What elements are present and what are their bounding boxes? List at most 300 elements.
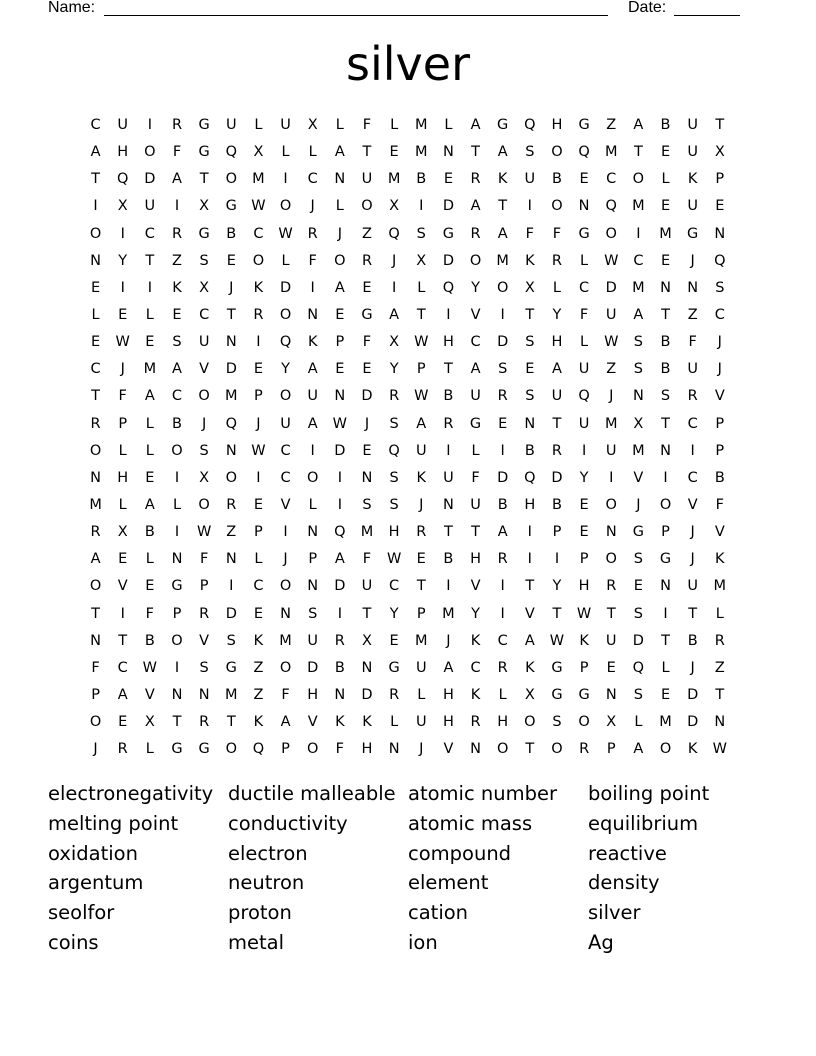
grid-letter[interactable]: P xyxy=(172,605,182,622)
grid-letter[interactable]: H xyxy=(442,686,454,703)
grid-letter[interactable]: K xyxy=(470,632,481,649)
grid-letter[interactable]: F xyxy=(552,225,562,242)
grid-letter[interactable]: L xyxy=(145,415,154,432)
grid-letter[interactable]: B xyxy=(144,632,155,649)
grid-letter[interactable]: L xyxy=(661,659,670,676)
grid-letter[interactable]: K xyxy=(307,334,318,351)
grid-letter[interactable]: U xyxy=(443,469,454,486)
grid-letter[interactable]: K xyxy=(687,171,698,188)
grid-letter[interactable]: C xyxy=(687,469,698,486)
grid-letter[interactable]: J xyxy=(364,415,370,432)
grid-letter[interactable]: D xyxy=(361,686,373,703)
grid-letter[interactable]: I xyxy=(663,605,668,622)
grid-letter[interactable]: I xyxy=(500,605,505,622)
grid-letter[interactable]: F xyxy=(362,551,372,568)
grid-letter[interactable]: K xyxy=(253,714,264,731)
grid-letter[interactable]: N xyxy=(388,741,400,758)
grid-letter[interactable]: D xyxy=(279,279,292,296)
grid-letter[interactable]: S xyxy=(172,334,182,351)
grid-letter[interactable]: G xyxy=(361,306,373,323)
grid-letter[interactable]: I xyxy=(337,605,342,622)
grid-letter[interactable]: X xyxy=(144,714,155,731)
grid-letter[interactable]: U xyxy=(415,442,427,459)
grid-letter[interactable]: R xyxy=(171,117,183,133)
grid-letter[interactable]: Z xyxy=(606,117,617,133)
grid-letter[interactable]: L xyxy=(145,741,154,758)
grid-letter[interactable]: R xyxy=(497,551,508,568)
grid-letter[interactable]: L xyxy=(281,252,290,269)
grid-letter[interactable]: T xyxy=(118,632,128,649)
grid-letter[interactable]: L xyxy=(634,714,643,731)
grid-letter[interactable]: R xyxy=(579,741,590,758)
grid-letter[interactable]: U xyxy=(687,117,698,133)
grid-letter[interactable]: H xyxy=(117,144,129,161)
grid-letter[interactable]: A xyxy=(334,279,345,296)
grid-letter[interactable]: S xyxy=(389,469,399,486)
grid-letter[interactable]: W xyxy=(332,415,347,432)
grid-letter[interactable]: M xyxy=(279,632,292,649)
grid-letter[interactable]: K xyxy=(416,469,427,486)
grid-letter[interactable]: I xyxy=(636,225,641,242)
grid-letter[interactable]: K xyxy=(525,659,535,676)
grid-letter[interactable]: T xyxy=(362,605,372,622)
grid-letter[interactable]: N xyxy=(334,171,346,188)
grid-letter[interactable]: X xyxy=(714,144,725,161)
grid-letter[interactable]: F xyxy=(308,252,317,269)
grid-letter[interactable]: T xyxy=(145,252,155,269)
grid-letter[interactable]: S xyxy=(715,279,725,296)
grid-letter[interactable]: J xyxy=(391,252,397,269)
grid-letter[interactable]: A xyxy=(90,551,101,568)
grid-letter[interactable]: A xyxy=(524,632,535,649)
grid-letter[interactable]: O xyxy=(279,659,292,676)
grid-letter[interactable]: H xyxy=(470,551,481,568)
grid-letter[interactable]: O xyxy=(551,198,563,215)
grid-letter[interactable]: I xyxy=(446,306,451,323)
grid-letter[interactable]: T xyxy=(362,144,372,161)
grid-letter[interactable]: L xyxy=(417,279,426,296)
grid-letter[interactable]: M xyxy=(604,415,618,432)
grid-letter[interactable]: T xyxy=(661,632,670,649)
grid-letter[interactable]: Q xyxy=(605,198,617,215)
grid-letter[interactable]: U xyxy=(687,198,698,215)
grid-letter[interactable]: R xyxy=(226,496,237,513)
grid-letter[interactable]: K xyxy=(335,714,345,731)
grid-letter[interactable]: R xyxy=(171,225,183,242)
grid-letter[interactable]: Z xyxy=(172,252,182,269)
grid-letter[interactable]: S xyxy=(633,605,643,622)
grid-letter[interactable]: F xyxy=(281,686,290,703)
grid-letter[interactable]: M xyxy=(252,171,265,188)
grid-letter[interactable]: H xyxy=(361,741,373,758)
grid-letter[interactable]: I xyxy=(120,279,125,296)
grid-letter[interactable]: A xyxy=(117,686,128,703)
grid-letter[interactable]: R xyxy=(199,714,210,731)
grid-letter[interactable]: I xyxy=(391,279,397,296)
grid-letter[interactable]: U xyxy=(198,334,210,351)
grid-letter[interactable]: G xyxy=(225,659,237,676)
grid-letter[interactable]: J xyxy=(717,334,722,351)
grid-letter[interactable]: S xyxy=(525,334,535,351)
grid-letter[interactable]: D xyxy=(687,714,699,731)
grid-letter[interactable]: O xyxy=(252,252,265,269)
grid-letter[interactable]: U xyxy=(361,578,373,595)
grid-letter[interactable]: E xyxy=(145,334,155,351)
grid-letter[interactable]: U xyxy=(225,117,237,133)
grid-letter[interactable]: X xyxy=(389,198,400,215)
grid-letter[interactable]: E xyxy=(389,632,399,649)
grid-letter[interactable]: E xyxy=(118,551,128,568)
grid-letter[interactable]: S xyxy=(660,388,671,405)
grid-letter[interactable]: Z xyxy=(714,659,725,676)
grid-letter[interactable]: R xyxy=(90,415,101,432)
grid-letter[interactable]: R xyxy=(416,524,427,541)
grid-letter[interactable]: U xyxy=(117,117,129,133)
grid-letter[interactable]: L xyxy=(580,252,589,269)
grid-letter[interactable]: P xyxy=(281,741,290,758)
grid-letter[interactable]: W xyxy=(115,334,130,351)
grid-letter[interactable]: M xyxy=(496,252,509,269)
grid-letter[interactable]: I xyxy=(310,442,315,459)
grid-letter[interactable]: L xyxy=(145,306,154,323)
grid-letter[interactable]: T xyxy=(715,117,725,133)
grid-letter[interactable]: I xyxy=(93,198,98,215)
grid-letter[interactable]: T xyxy=(471,524,480,541)
grid-letter[interactable]: S xyxy=(633,334,643,351)
grid-letter[interactable]: U xyxy=(280,117,291,133)
grid-letter[interactable]: O xyxy=(198,388,210,405)
grid-letter[interactable]: D xyxy=(442,198,454,215)
grid-letter[interactable]: C xyxy=(606,171,617,188)
grid-letter[interactable]: V xyxy=(714,388,725,405)
grid-letter[interactable]: R xyxy=(117,741,128,758)
grid-letter[interactable]: Z xyxy=(226,524,237,541)
grid-letter[interactable]: I xyxy=(527,198,532,215)
grid-letter[interactable]: C xyxy=(90,361,101,378)
grid-letter[interactable]: H xyxy=(551,334,563,351)
grid-letter[interactable]: Y xyxy=(552,306,562,323)
grid-letter[interactable]: X xyxy=(633,415,644,432)
grid-letter[interactable]: B xyxy=(416,171,427,188)
grid-letter[interactable]: Q xyxy=(252,741,265,758)
grid-letter[interactable]: N xyxy=(442,144,454,161)
grid-letter[interactable]: V xyxy=(117,578,128,595)
grid-letter[interactable]: C xyxy=(470,659,481,676)
grid-letter[interactable]: S xyxy=(199,252,209,269)
grid-letter[interactable]: G xyxy=(198,741,210,758)
grid-letter[interactable]: R xyxy=(361,252,373,269)
grid-letter[interactable]: R xyxy=(470,714,481,731)
grid-letter[interactable]: Y xyxy=(579,469,589,486)
grid-letter[interactable]: H xyxy=(497,714,509,731)
grid-letter[interactable]: G xyxy=(171,741,183,758)
grid-letter[interactable]: L xyxy=(580,334,589,351)
grid-letter[interactable]: O xyxy=(171,442,183,459)
grid-letter[interactable]: Q xyxy=(524,117,536,133)
grid-letter[interactable]: O xyxy=(89,714,102,731)
grid-letter[interactable]: D xyxy=(225,605,237,622)
grid-letter[interactable]: P xyxy=(335,334,345,351)
grid-letter[interactable]: C xyxy=(579,279,590,296)
grid-letter[interactable]: Q xyxy=(442,279,455,296)
grid-letter[interactable]: N xyxy=(605,686,617,703)
grid-letter[interactable]: J xyxy=(310,198,315,215)
grid-letter[interactable]: D xyxy=(497,334,509,351)
grid-letter[interactable]: J xyxy=(419,496,424,513)
grid-letter[interactable]: G xyxy=(578,686,590,703)
grid-letter[interactable]: L xyxy=(498,686,507,703)
grid-letter[interactable]: S xyxy=(633,551,643,568)
grid-letter[interactable]: O xyxy=(551,144,563,161)
grid-letter[interactable]: K xyxy=(253,279,264,296)
grid-letter[interactable]: B xyxy=(144,524,155,541)
grid-letter[interactable]: C xyxy=(171,388,183,405)
grid-letter[interactable]: B xyxy=(443,551,454,568)
grid-letter[interactable]: N xyxy=(524,415,536,432)
grid-letter[interactable]: G xyxy=(632,524,644,541)
grid-letter[interactable]: U xyxy=(578,361,590,378)
grid-letter[interactable]: L xyxy=(172,496,182,513)
grid-letter[interactable]: G xyxy=(659,551,672,568)
grid-letter[interactable]: C xyxy=(144,225,155,242)
grid-letter[interactable]: P xyxy=(661,524,670,541)
grid-letter[interactable]: X xyxy=(199,469,210,486)
grid-letter[interactable]: I xyxy=(256,334,261,351)
grid-letter[interactable]: O xyxy=(659,741,672,758)
grid-letter[interactable]: O xyxy=(605,496,617,513)
grid-letter[interactable]: D xyxy=(144,171,156,188)
grid-letter[interactable]: L xyxy=(308,496,317,513)
grid-letter[interactable]: N xyxy=(470,741,481,758)
grid-letter[interactable]: I xyxy=(554,551,560,568)
grid-letter[interactable]: T xyxy=(172,714,182,731)
grid-letter[interactable]: D xyxy=(632,632,644,649)
grid-letter[interactable]: R xyxy=(497,388,508,405)
grid-letter[interactable]: A xyxy=(552,361,562,378)
grid-letter[interactable]: U xyxy=(605,632,617,649)
grid-letter[interactable]: E xyxy=(660,252,671,269)
grid-letter[interactable]: P xyxy=(606,741,616,758)
grid-letter[interactable]: T xyxy=(498,198,508,215)
grid-letter[interactable]: L xyxy=(254,551,263,568)
grid-letter[interactable]: K xyxy=(579,632,589,649)
grid-letter[interactable]: R xyxy=(334,632,345,649)
grid-letter[interactable]: A xyxy=(470,117,481,133)
grid-letter[interactable]: E xyxy=(416,551,426,568)
grid-letter[interactable]: M xyxy=(632,279,645,296)
grid-letter[interactable]: I xyxy=(527,551,532,568)
grid-letter[interactable]: I xyxy=(120,225,125,242)
grid-letter[interactable]: O xyxy=(605,551,617,568)
grid-letter[interactable]: A xyxy=(497,225,508,242)
grid-letter[interactable]: O xyxy=(469,252,482,269)
grid-letter[interactable]: E xyxy=(335,361,345,378)
grid-letter[interactable]: Q xyxy=(225,415,237,432)
grid-letter[interactable]: E xyxy=(253,361,263,378)
grid-letter[interactable]: Y xyxy=(552,578,562,595)
grid-letter[interactable]: J xyxy=(256,415,261,432)
grid-letter[interactable]: E xyxy=(579,496,589,513)
grid-letter[interactable]: X xyxy=(117,524,128,541)
grid-letter[interactable]: B xyxy=(226,225,237,242)
grid-letter[interactable]: Z xyxy=(362,225,372,242)
grid-letter[interactable]: Y xyxy=(471,279,480,296)
grid-letter[interactable]: N xyxy=(307,306,319,323)
grid-letter[interactable]: X xyxy=(253,144,264,161)
grid-letter[interactable]: L xyxy=(118,496,127,513)
grid-letter[interactable]: T xyxy=(661,415,670,432)
grid-letter[interactable]: N xyxy=(660,442,671,459)
grid-letter[interactable]: O xyxy=(551,741,563,758)
grid-letter[interactable]: L xyxy=(417,686,426,703)
grid-letter[interactable]: D xyxy=(551,469,563,486)
grid-letter[interactable]: W xyxy=(142,659,158,676)
grid-letter[interactable]: C xyxy=(253,578,264,595)
grid-letter[interactable]: U xyxy=(687,361,698,378)
grid-letter[interactable]: B xyxy=(172,415,182,432)
grid-letter[interactable]: E xyxy=(145,578,155,595)
grid-letter[interactable]: D xyxy=(687,686,699,703)
grid-letter[interactable]: R xyxy=(687,388,698,405)
grid-letter[interactable]: T xyxy=(199,171,209,188)
grid-letter[interactable]: C xyxy=(307,171,318,188)
grid-letter[interactable]: B xyxy=(497,496,508,513)
grid-letter[interactable]: S xyxy=(199,442,209,459)
grid-letter[interactable]: C xyxy=(253,225,264,242)
grid-letter[interactable]: O xyxy=(659,496,672,513)
grid-letter[interactable]: A xyxy=(633,741,644,758)
grid-letter[interactable]: N xyxy=(225,551,237,568)
grid-letter[interactable]: T xyxy=(633,144,643,161)
grid-letter[interactable]: I xyxy=(174,198,180,215)
grid-letter[interactable]: W xyxy=(576,605,592,622)
grid-letter[interactable]: N xyxy=(90,469,101,486)
grid-letter[interactable]: S xyxy=(199,659,209,676)
grid-letter[interactable]: O xyxy=(334,252,346,269)
grid-letter[interactable]: B xyxy=(687,632,698,649)
grid-letter[interactable]: R xyxy=(443,415,454,432)
grid-letter[interactable]: C xyxy=(497,632,508,649)
grid-letter[interactable]: N xyxy=(225,334,237,351)
grid-letter[interactable]: P xyxy=(308,551,318,568)
grid-letter[interactable]: E xyxy=(715,198,725,215)
grid-letter[interactable]: N xyxy=(90,252,101,269)
grid-letter[interactable]: K xyxy=(687,741,698,758)
grid-letter[interactable]: M xyxy=(143,361,157,378)
grid-letter[interactable]: Y xyxy=(389,605,399,622)
grid-letter[interactable]: A xyxy=(443,659,454,676)
grid-letter[interactable]: O xyxy=(198,496,210,513)
grid-letter[interactable]: Q xyxy=(578,388,590,405)
grid-letter[interactable]: U xyxy=(361,171,373,188)
grid-letter[interactable]: I xyxy=(310,279,315,296)
grid-letter[interactable]: P xyxy=(579,551,589,568)
grid-letter[interactable]: F xyxy=(91,659,100,676)
grid-letter[interactable]: Q xyxy=(279,334,292,351)
grid-letter[interactable]: F xyxy=(172,144,182,161)
grid-letter[interactable]: M xyxy=(659,714,672,731)
grid-letter[interactable]: X xyxy=(416,252,427,269)
grid-letter[interactable]: B xyxy=(714,469,725,486)
grid-letter[interactable]: N xyxy=(90,632,101,649)
grid-letter[interactable]: D xyxy=(605,279,617,296)
grid-letter[interactable]: O xyxy=(279,578,292,595)
grid-letter[interactable]: D xyxy=(497,469,509,486)
grid-letter[interactable]: J xyxy=(201,415,207,432)
grid-letter[interactable]: Q xyxy=(334,524,346,541)
grid-letter[interactable]: E xyxy=(498,415,508,432)
grid-letter[interactable]: U xyxy=(415,714,427,731)
grid-letter[interactable]: U xyxy=(551,388,563,405)
grid-letter[interactable]: C xyxy=(280,469,291,486)
grid-letter[interactable]: D xyxy=(361,388,373,405)
grid-letter[interactable]: N xyxy=(361,659,373,676)
grid-letter[interactable]: M xyxy=(713,578,727,595)
grid-letter[interactable]: Y xyxy=(281,361,290,378)
grid-letter[interactable]: E xyxy=(145,469,155,486)
grid-letter[interactable]: E xyxy=(443,171,453,188)
grid-letter[interactable]: E xyxy=(525,361,535,378)
grid-letter[interactable]: I xyxy=(283,524,288,541)
grid-letter[interactable]: S xyxy=(552,714,562,731)
grid-letter[interactable]: W xyxy=(386,551,402,568)
grid-letter[interactable]: H xyxy=(388,524,400,541)
grid-letter[interactable]: F xyxy=(471,469,480,486)
grid-letter[interactable]: P xyxy=(254,388,263,405)
grid-letter[interactable]: B xyxy=(660,334,671,351)
grid-letter[interactable]: E xyxy=(633,578,643,595)
grid-letter[interactable]: K xyxy=(525,252,535,269)
grid-letter[interactable]: S xyxy=(633,686,643,703)
grid-letter[interactable]: J xyxy=(609,388,614,405)
grid-letter[interactable]: H xyxy=(524,496,536,513)
grid-letter[interactable]: G xyxy=(497,117,509,133)
grid-letter[interactable]: C xyxy=(389,578,400,595)
grid-letter[interactable]: L xyxy=(661,171,670,188)
grid-letter[interactable]: H xyxy=(442,334,454,351)
grid-letter[interactable]: K xyxy=(172,279,182,296)
grid-letter[interactable]: T xyxy=(91,605,100,622)
grid-letter[interactable]: N xyxy=(225,442,237,459)
grid-letter[interactable]: F xyxy=(362,117,372,133)
grid-letter[interactable]: A xyxy=(334,144,345,161)
grid-letter[interactable]: L xyxy=(145,551,154,568)
grid-letter[interactable]: L xyxy=(91,306,100,323)
grid-letter[interactable]: S xyxy=(416,225,426,242)
grid-letter[interactable]: R xyxy=(389,686,400,703)
grid-letter[interactable]: A xyxy=(633,117,644,133)
grid-letter[interactable]: W xyxy=(604,252,619,269)
grid-letter[interactable]: P xyxy=(416,605,426,622)
grid-letter[interactable]: S xyxy=(498,361,508,378)
grid-letter[interactable]: V xyxy=(199,361,210,378)
grid-letter[interactable]: O xyxy=(279,388,292,405)
grid-letter[interactable]: B xyxy=(551,496,562,513)
grid-letter[interactable]: O xyxy=(279,198,292,215)
grid-letter[interactable]: J xyxy=(690,551,695,568)
grid-letter[interactable]: O xyxy=(225,469,237,486)
grid-letter[interactable]: E xyxy=(172,306,182,323)
grid-letter[interactable]: Y xyxy=(389,361,399,378)
grid-letter[interactable]: I xyxy=(283,171,288,188)
grid-letter[interactable]: F xyxy=(199,551,209,568)
grid-letter[interactable]: Z xyxy=(687,306,698,323)
grid-letter[interactable]: S xyxy=(362,496,372,513)
grid-letter[interactable]: N xyxy=(605,524,617,541)
grid-letter[interactable]: N xyxy=(307,524,319,541)
grid-letter[interactable]: Q xyxy=(225,144,237,161)
grid-letter[interactable]: X xyxy=(307,117,318,133)
